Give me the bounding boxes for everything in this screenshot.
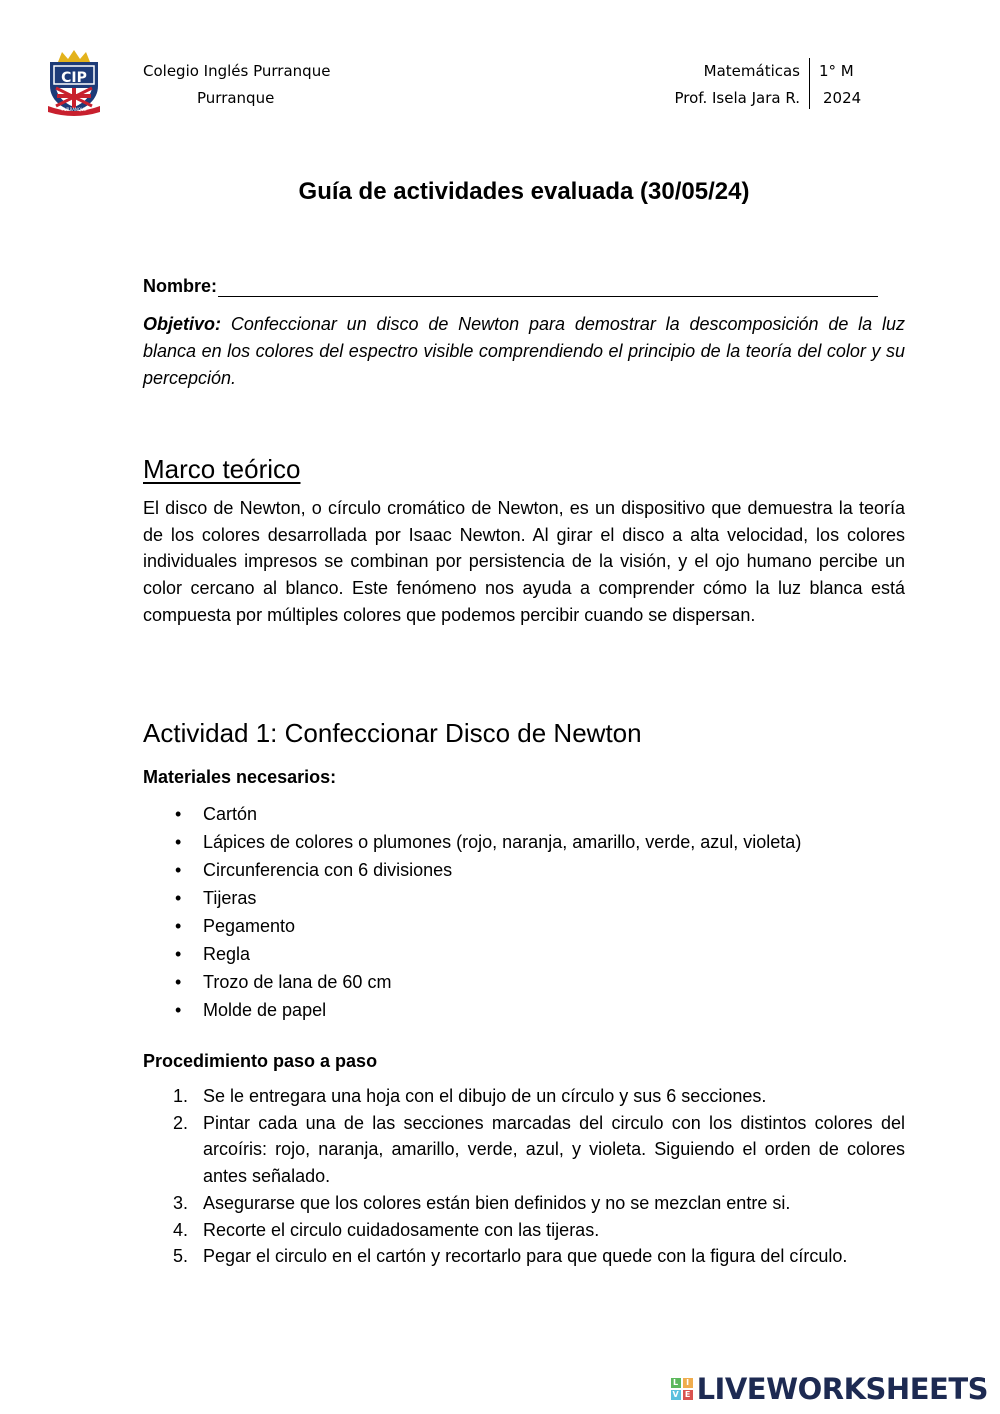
- list-item: [143, 856, 801, 884]
- activity-heading: Actividad 1: Confeccionar Disco de Newton: [143, 718, 642, 748]
- subject: Matemáticas: [703, 62, 800, 80]
- school-town: Purranque: [197, 89, 275, 107]
- bullet-icon: •: [175, 1000, 182, 1020]
- step-text: Asegurarse que los colores están bien definidos y no se mezclan entre si.: [203, 1192, 791, 1213]
- list-item: [143, 1190, 905, 1217]
- grade: 1° M: [819, 62, 854, 80]
- list-item: [143, 884, 801, 912]
- logo-letter: L: [671, 1378, 681, 1388]
- step-number: 5.: [173, 1246, 189, 1267]
- logo-letter: I: [683, 1378, 693, 1388]
- teacher-name: Prof. Isela Jara R.: [674, 89, 800, 107]
- logo-letter: E: [683, 1390, 693, 1400]
- bullet-icon: •: [175, 832, 182, 852]
- school-logo: [44, 50, 104, 116]
- list-item: [143, 828, 801, 856]
- step-number: 2.: [173, 1112, 189, 1133]
- list-item: [143, 996, 801, 1024]
- step-number: 1.: [173, 1086, 189, 1106]
- step-text: Pintar cada una de las secciones marcadas del circulo con los distintos colores del arcoíris: rojo, naranja, amarillo, verde, azul, y violeta. Siguiendo el orden de colores antes señalado.: [203, 1112, 905, 1187]
- list-item: [143, 800, 801, 828]
- liveworksheets-logo-icon: [671, 1378, 693, 1400]
- step-text: Recorte el circulo cuidadosamente con las tijeras.: [203, 1219, 600, 1240]
- bullet-icon: •: [175, 888, 182, 908]
- logo-ribbon-text: PURRANQUE: [61, 107, 87, 112]
- list-item: [143, 940, 801, 968]
- material-text: Cartón: [203, 804, 258, 824]
- bullet-icon: •: [175, 972, 182, 992]
- step-text: Pegar el circulo en el cartón y recortarlo para que quede con la figura del círculo.: [203, 1246, 848, 1267]
- list-item: [143, 1083, 905, 1110]
- procedure-heading: Procedimiento paso a paso: [143, 1051, 378, 1071]
- list-item: [143, 1243, 905, 1270]
- material-text: Regla: [203, 944, 251, 964]
- materials-list: [143, 800, 801, 1024]
- list-item: [143, 1217, 905, 1244]
- page-title: Guía de actividades evaluada (30/05/24): [298, 178, 750, 205]
- list-item: [143, 968, 801, 996]
- list-item: [143, 1110, 905, 1190]
- name-row: [143, 276, 878, 297]
- procedure-list: [143, 1083, 905, 1270]
- header-divider: [809, 58, 810, 109]
- marco-heading: Marco teórico: [143, 454, 301, 484]
- bullet-icon: •: [175, 860, 182, 880]
- objective-label: Objetivo:: [143, 314, 222, 334]
- material-text: Molde de papel: [203, 1000, 327, 1020]
- material-text: Tijeras: [203, 888, 257, 908]
- logo-text: CIP: [61, 70, 87, 86]
- bullet-icon: •: [175, 916, 182, 936]
- objective: [143, 311, 905, 392]
- step-text: Se le entregara una hoja con el dibujo de un círculo y sus 6 secciones.: [203, 1086, 767, 1106]
- bullet-icon: •: [175, 944, 182, 964]
- material-text: Trozo de lana de 60 cm: [203, 972, 392, 992]
- material-text: Circunferencia con 6 divisiones: [203, 860, 453, 880]
- watermark-text: LIVEWORKSHEETS: [696, 1372, 988, 1406]
- name-field[interactable]: [218, 278, 878, 297]
- materials-heading: Materiales necesarios:: [143, 767, 337, 787]
- year: 2024: [823, 89, 862, 107]
- material-text: Pegamento: [203, 916, 296, 936]
- step-number: 4.: [173, 1219, 189, 1240]
- step-number: 3.: [173, 1192, 189, 1213]
- material-text: Lápices de colores o plumones (rojo, naranja, amarillo, verde, azul, violeta): [203, 832, 802, 852]
- school-name: Colegio Inglés Purranque: [143, 62, 331, 80]
- liveworksheets-watermark[interactable]: [671, 1372, 988, 1406]
- bullet-icon: •: [175, 804, 182, 824]
- list-item: [143, 912, 801, 940]
- objective-text: Confeccionar un disco de Newton para demostrar la descomposición de la luz blanca en los colores del espectro visible comprendiendo el principio de la teoría del color y su percepción.: [143, 314, 905, 388]
- logo-letter: V: [672, 1390, 679, 1399]
- marco-text: El disco de Newton, o círculo cromático de Newton, es un dispositivo que demuestra la teoría de los colores desarrollada por Isaac Newton. Al girar el disco a alta velocidad, los colores individuales impresos se combinan por persistencia de la visión, y el ojo humano percibe un color cercano al blanco. Este fenómeno nos ayuda a comprender cómo la luz blanca está compuesta por múltiples colores que podemos percibir cuando se dispersan.: [143, 498, 905, 625]
- name-label: Nombre:: [143, 276, 218, 296]
